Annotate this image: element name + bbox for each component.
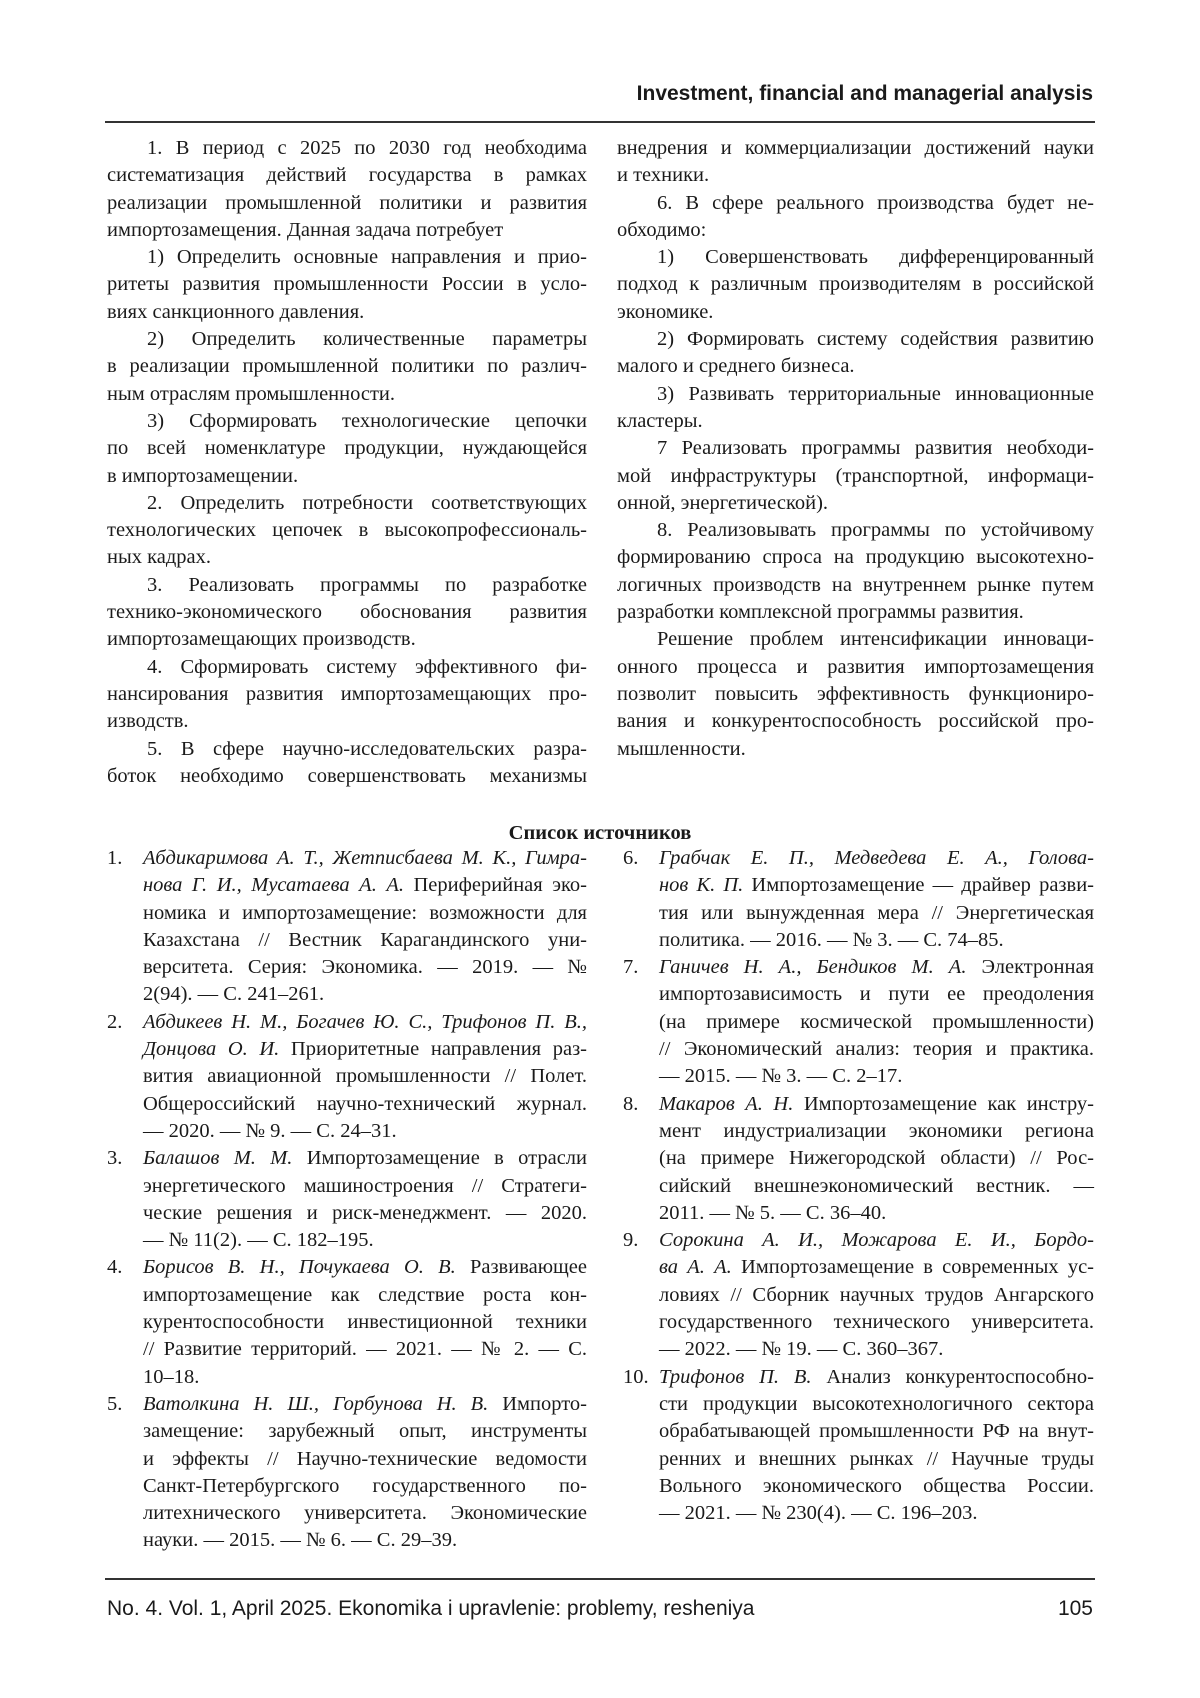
reference-text: 10–18. xyxy=(143,1366,199,1388)
reference-authors: Донцова О. И. xyxy=(143,1038,279,1060)
reference-line xyxy=(143,1500,587,1527)
reference-text: ческие решения и риск-менеджмент. — 2020. xyxy=(143,1202,587,1224)
reference-text: — 2021. — № 230(4). — С. 196–203. xyxy=(659,1502,978,1524)
reference-text: Импортозамещение в современных ус- xyxy=(732,1256,1094,1278)
reference-line xyxy=(143,1527,587,1554)
journal-citation: No. 4. Vol. 1, April 2025. Ekonomika i upravlenie: problemy, resheniya xyxy=(107,1597,754,1621)
references-list-right xyxy=(623,845,1094,1527)
text-line: позволит повысить эффективность функциониро- xyxy=(617,681,1094,708)
text-line: виях санкционного давления. xyxy=(107,299,587,326)
reference-text: вития авиационной промышленности // Полет. xyxy=(143,1065,587,1087)
reference-line xyxy=(659,900,1094,927)
reference-line xyxy=(143,1145,587,1172)
reference-text: Казахстана // Вестник Карагандинского уни- xyxy=(143,929,587,951)
reference-authors: Борисов В. Н., Почукаева О. В. xyxy=(143,1256,456,1278)
text-line: разработки комплексной программы развития. xyxy=(617,599,1094,626)
text-line: нансирования развития импортозамещающих про- xyxy=(107,681,587,708)
reference-text: тия или вынужденная мера // Энергетическая xyxy=(659,902,1094,924)
text-line: ных кадрах. xyxy=(107,544,587,571)
text-line: 2) Формировать систему содействия развитию xyxy=(617,326,1094,353)
reference-text: 2(94). — С. 241–261. xyxy=(143,983,324,1005)
reference-text: 2011. — № 5. — С. 36–40. xyxy=(659,1202,886,1224)
running-header: Investment, financial and managerial analysis xyxy=(107,82,1093,106)
reference-text: импортозависимость и пути ее преодоления xyxy=(659,983,1094,1005)
reference-item xyxy=(107,845,587,1009)
reference-line xyxy=(659,1145,1094,1172)
header-rule xyxy=(105,121,1095,123)
text-line: в импортозамещении. xyxy=(107,463,587,490)
reference-number: 7. xyxy=(623,954,638,981)
reference-line xyxy=(659,1500,1094,1527)
reference-number: 2. xyxy=(107,1009,122,1036)
reference-number: 10. xyxy=(623,1364,649,1391)
reference-line xyxy=(659,1364,1094,1391)
reference-authors: Макаров А. Н. xyxy=(659,1093,793,1115)
reference-text: импортозамещение как следствие роста кон- xyxy=(143,1284,587,1306)
reference-text: политика. — 2016. — № 3. — С. 74–85. xyxy=(659,929,1004,951)
reference-line xyxy=(143,1418,587,1445)
reference-line xyxy=(143,1309,587,1336)
reference-line xyxy=(143,900,587,927)
reference-line xyxy=(659,1473,1094,1500)
page-number: 105 xyxy=(1058,1597,1093,1621)
reference-text: Импортозамещение в отрасли xyxy=(292,1147,587,1169)
reference-line xyxy=(143,1282,587,1309)
reference-item xyxy=(107,1009,587,1145)
text-line: ритеты развития промышленности России в усло- xyxy=(107,271,587,298)
paragraph xyxy=(107,326,587,408)
reference-item xyxy=(623,1227,1094,1363)
reference-line xyxy=(143,981,587,1008)
text-line: малого и среднего бизнеса. xyxy=(617,353,1094,380)
reference-line xyxy=(659,845,1094,872)
reference-line xyxy=(143,1036,587,1063)
reference-text: — 2022. — № 19. — С. 360–367. xyxy=(659,1338,943,1360)
text-line: импортозамещения. Данная задача потребует xyxy=(107,217,587,244)
text-line: 3) Развивать территориальные инновационные xyxy=(617,381,1094,408)
reference-line xyxy=(659,927,1094,954)
reference-item xyxy=(623,1091,1094,1227)
paragraph xyxy=(617,190,1094,245)
text-line: экономике. xyxy=(617,299,1094,326)
reference-line xyxy=(143,1391,587,1418)
text-line: 8. Реализовывать программы по устойчивому xyxy=(617,517,1094,544)
reference-text: замещение: зарубежный опыт, инструменты xyxy=(143,1420,587,1442)
text-line: мышленности. xyxy=(617,736,1094,763)
text-line: внедрения и коммерциализации достижений науки xyxy=(617,135,1094,162)
reference-item xyxy=(623,954,1094,1090)
text-line: логичных производств на внутреннем рынке путем xyxy=(617,572,1094,599)
reference-line xyxy=(659,1254,1094,1281)
reference-authors: Ганичев Н. А., Бендиков М. А. xyxy=(659,956,966,978)
reference-line xyxy=(659,1036,1094,1063)
reference-line xyxy=(659,1173,1094,1200)
paragraph xyxy=(617,435,1094,517)
reference-authors: Абдикеев Н. М., Богачев Ю. С., Трифонов П. В., xyxy=(143,1011,587,1033)
text-line: вания и конкурентоспособность российской про- xyxy=(617,708,1094,735)
references-list-left xyxy=(107,845,587,1555)
reference-line xyxy=(143,1118,587,1145)
text-line: онного процесса и развития импортозамещения xyxy=(617,654,1094,681)
reference-line xyxy=(143,1091,587,1118)
reference-line xyxy=(659,1200,1094,1227)
reference-line xyxy=(143,1473,587,1500)
reference-line xyxy=(143,1446,587,1473)
reference-text: мент индустриализации экономики региона xyxy=(659,1120,1094,1142)
reference-text: Импортозамещение — драйвер разви- xyxy=(743,874,1094,896)
text-line: 4. Сформировать систему эффективного фи- xyxy=(107,654,587,681)
paragraph xyxy=(617,517,1094,626)
reference-number: 5. xyxy=(107,1391,122,1418)
paragraph xyxy=(107,572,587,654)
reference-number: 1. xyxy=(107,845,122,872)
reference-authors: Сорокина А. И., Можарова Е. И., Бордо- xyxy=(659,1229,1094,1251)
reference-number: 4. xyxy=(107,1254,122,1281)
reference-line xyxy=(143,1009,587,1036)
reference-line xyxy=(659,954,1094,981)
reference-text: верситета. Серия: Экономика. — 2019. — № xyxy=(143,956,587,978)
text-line: кластеры. xyxy=(617,408,1094,435)
reference-line xyxy=(143,1254,587,1281)
reference-line xyxy=(659,981,1094,1008)
reference-line xyxy=(143,1200,587,1227)
reference-text: Импортозамещение как инстру- xyxy=(793,1093,1094,1115)
reference-authors: Грабчак Е. П., Медведева Е. А., Голова- xyxy=(659,847,1094,869)
reference-text: ренних и внешних рынках // Научные труды xyxy=(659,1448,1094,1470)
reference-text: науки. — 2015. — № 6. — С. 29–39. xyxy=(143,1529,457,1551)
text-line: 2) Определить количественные параметры xyxy=(107,326,587,353)
text-line: технико-экономического обоснования развития xyxy=(107,599,587,626)
reference-text: ловиях // Сборник научных трудов Ангарского xyxy=(659,1284,1094,1306)
text-line: мой инфраструктуры (транспортной, информаци- xyxy=(617,463,1094,490)
reference-line xyxy=(659,1391,1094,1418)
text-line: 1) Определить основные направления и прио- xyxy=(107,244,587,271)
reference-line xyxy=(143,1173,587,1200)
reference-line xyxy=(143,927,587,954)
reference-text: // Развитие территорий. — 2021. — № 2. — С. xyxy=(143,1338,587,1360)
text-line: технологических цепочек в высокопрофессиональ- xyxy=(107,517,587,544)
text-line: 3. Реализовать программы по разработке xyxy=(107,572,587,599)
reference-line xyxy=(143,1227,587,1254)
reference-authors: нов К. П. xyxy=(659,874,743,896)
reference-text: (на примере Нижегородской области) // Рос- xyxy=(659,1147,1094,1169)
reference-text: Общероссийский научно-технический журнал. xyxy=(143,1093,587,1115)
text-line: по всей номенклатуре продукции, нуждающейся xyxy=(107,435,587,462)
reference-text: Электронная xyxy=(966,956,1094,978)
paragraph xyxy=(107,654,587,736)
paragraph xyxy=(107,490,587,572)
reference-line xyxy=(143,872,587,899)
reference-line xyxy=(143,1336,587,1363)
text-line: формированию спроса на продукцию высокотехно- xyxy=(617,544,1094,571)
text-line: подход к различным производителям в российской xyxy=(617,271,1094,298)
text-line: боток необходимо совершенствовать механизмы xyxy=(107,763,587,790)
reference-text: Развивающее xyxy=(456,1256,587,1278)
text-line: онной, энергетической). xyxy=(617,490,1094,517)
reference-number: 3. xyxy=(107,1145,122,1172)
reference-text: энергетического машиностроения // Стратеги- xyxy=(143,1175,587,1197)
paragraph xyxy=(107,408,587,490)
reference-authors: ва А. А. xyxy=(659,1256,732,1278)
reference-text: Периферийная эко- xyxy=(404,874,587,896)
reference-text: курентоспособности инвестиционной техники xyxy=(143,1311,587,1333)
text-line: 3) Сформировать технологические цепочки xyxy=(107,408,587,435)
reference-line xyxy=(143,954,587,981)
text-line: 5. В сфере научно-исследовательских разра- xyxy=(107,736,587,763)
reference-text: — № 11(2). — С. 182–195. xyxy=(143,1229,374,1251)
reference-line xyxy=(659,1118,1094,1145)
paragraph xyxy=(617,135,1094,190)
reference-text: (на примере космической промышленности) xyxy=(659,1011,1094,1033)
reference-text: номика и импортозамещение: возможности для xyxy=(143,902,587,924)
reference-text: Санкт-Петербургского государственного по- xyxy=(143,1475,587,1497)
text-line: 1. В период с 2025 по 2030 год необходима xyxy=(107,135,587,162)
text-line: и техники. xyxy=(617,162,1094,189)
reference-line xyxy=(659,872,1094,899)
reference-number: 6. xyxy=(623,845,638,872)
reference-text: Вольного экономического общества России. xyxy=(659,1475,1094,1497)
reference-authors: Балашов М. М. xyxy=(143,1147,292,1169)
reference-item xyxy=(107,1145,587,1254)
reference-line xyxy=(659,1336,1094,1363)
paragraph xyxy=(107,135,587,244)
reference-line xyxy=(659,1009,1094,1036)
reference-text: Импорто- xyxy=(488,1393,587,1415)
reference-line xyxy=(659,1446,1094,1473)
reference-text: — 2015. — № 3. — С. 2–17. xyxy=(659,1065,902,1087)
reference-number: 9. xyxy=(623,1227,638,1254)
paragraph xyxy=(617,626,1094,762)
paragraph xyxy=(617,326,1094,381)
text-line: обходимо: xyxy=(617,217,1094,244)
reference-line xyxy=(659,1227,1094,1254)
text-line: 6. В сфере реального производства будет не- xyxy=(617,190,1094,217)
reference-line xyxy=(659,1418,1094,1445)
reference-item xyxy=(623,845,1094,954)
page-footer xyxy=(107,1597,1093,1621)
paragraph xyxy=(107,736,587,791)
reference-item xyxy=(107,1254,587,1390)
text-line: в реализации промышленной политики по различ- xyxy=(107,353,587,380)
reference-text: // Экономический анализ: теория и практика. xyxy=(659,1038,1094,1060)
reference-text: Приоритетные направления раз- xyxy=(279,1038,587,1060)
text-line: реализации промышленной политики и развития xyxy=(107,190,587,217)
text-line: 1) Совершенствовать дифференцированный xyxy=(617,244,1094,271)
reference-text: литехнического университета. Экономические xyxy=(143,1502,587,1524)
reference-authors: Трифонов П. В. xyxy=(659,1366,811,1388)
reference-line xyxy=(659,1282,1094,1309)
reference-item xyxy=(623,1364,1094,1528)
reference-text: Анализ конкурентоспособно- xyxy=(811,1366,1094,1388)
reference-text: сти продукции высокотехнологичного сектора xyxy=(659,1393,1094,1415)
reference-authors: Ватолкина Н. Ш., Горбунова Н. В. xyxy=(143,1393,488,1415)
reference-number: 8. xyxy=(623,1091,638,1118)
text-line: 2. Определить потребности соответствующих xyxy=(107,490,587,517)
footer-rule xyxy=(105,1578,1095,1580)
reference-line xyxy=(659,1063,1094,1090)
reference-text: — 2020. — № 9. — С. 24–31. xyxy=(143,1120,397,1142)
body-column-left xyxy=(107,135,587,790)
paragraph xyxy=(107,244,587,326)
reference-line xyxy=(659,1091,1094,1118)
paragraph xyxy=(617,381,1094,436)
text-line: изводств. xyxy=(107,708,587,735)
reference-item xyxy=(107,1391,587,1555)
text-line: ным отраслям промышленности. xyxy=(107,381,587,408)
paragraph xyxy=(617,244,1094,326)
text-line: Решение проблем интенсификации инноваци- xyxy=(617,626,1094,653)
references-heading: Список источников xyxy=(0,820,1200,847)
reference-text: обрабатывающей промышленности РФ на внут- xyxy=(659,1420,1094,1442)
text-line: импортозамещающих производств. xyxy=(107,626,587,653)
text-line: систематизация действий государства в рамках xyxy=(107,162,587,189)
body-column-right xyxy=(617,135,1094,763)
reference-authors: нова Г. И., Мусатаева А. А. xyxy=(143,874,404,896)
reference-text: государственного технического университета. xyxy=(659,1311,1094,1333)
reference-text: сийский внешнеэкономический вестник. — xyxy=(659,1175,1094,1197)
reference-line xyxy=(143,1063,587,1090)
reference-authors: Абдикаримова А. Т., Жетписбаева М. К., Гимра- xyxy=(143,847,587,869)
reference-line xyxy=(659,1309,1094,1336)
reference-line xyxy=(143,1364,587,1391)
reference-line xyxy=(143,845,587,872)
reference-text: и эффекты // Научно-технические ведомости xyxy=(143,1448,587,1470)
text-line: 7 Реализовать программы развития необходи- xyxy=(617,435,1094,462)
